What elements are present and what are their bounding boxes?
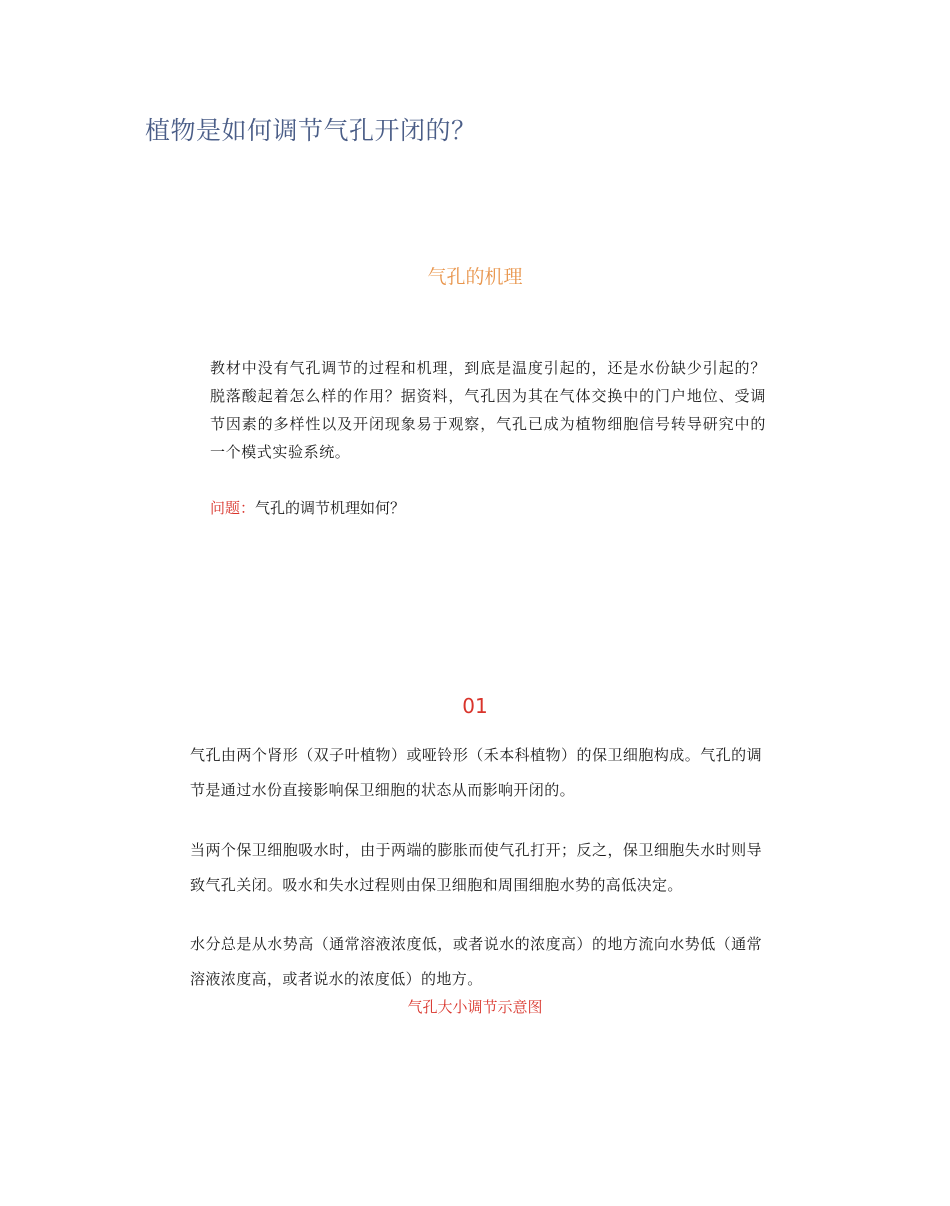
- question-label: 问题：: [210, 499, 256, 517]
- question-line: [210, 494, 405, 522]
- document-title: 植物是如何调节气孔开闭的？: [145, 116, 477, 145]
- body-paragraph-1: 气孔由两个肾形（双子叶植物）或哑铃形（禾本科植物）的保卫细胞构成。气孔的调节是通过水份直接影响保卫细胞的状态从而影响开闭的。: [190, 746, 762, 799]
- intro-paragraph: 教材中没有气孔调节的过程和机理，到底是温度引起的，还是水份缺少引起的？脱落酸起着怎么样的作用？据资料，气孔因为其在气体交换中的门户地位、受调节因素的多样性以及开闭现象易于观察，气孔已成为植物细胞信号转导研究中的一个模式实验系统。: [210, 359, 766, 461]
- question-text: 气孔的调节机理如何？: [255, 499, 406, 517]
- body-paragraph-3: 水分总是从水势高（通常溶液浓度低，或者说水的浓度高）的地方流向水势低（通常溶液浓度高，或者说水的浓度低）的地方。: [190, 935, 762, 988]
- section-number: 01: [462, 694, 488, 718]
- section-heading: 气孔的机理: [427, 266, 523, 288]
- figure-caption: 气孔大小调节示意图: [407, 998, 543, 1016]
- body-paragraph-2: 当两个保卫细胞吸水时，由于两端的膨胀而使气孔打开；反之，保卫细胞失水时则导致气孔关闭。吸水和失水过程则由保卫细胞和周围细胞水势的高低决定。: [190, 841, 762, 894]
